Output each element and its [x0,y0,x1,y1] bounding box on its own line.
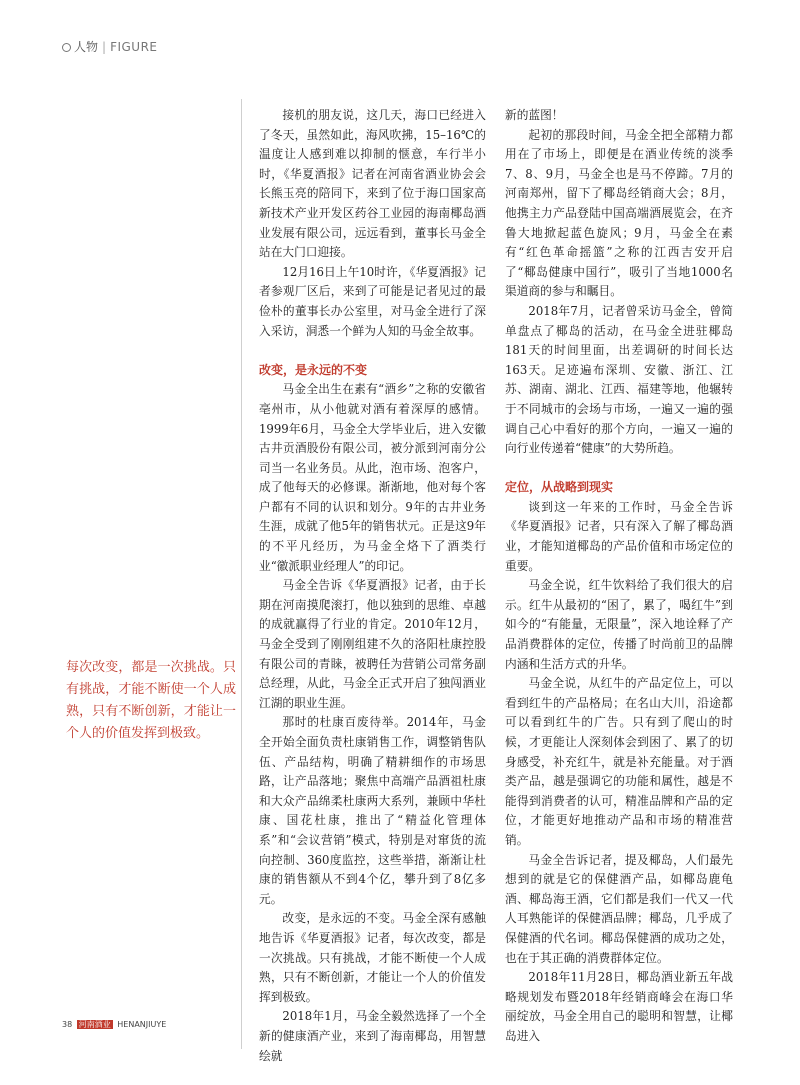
paragraph: 改变，是永远的不变。马金全深有感触地告诉《华夏酒报》记者，每次改变，都是一次挑战。只有挑战，才能不断使一个人成熟，只有不断创新，才能让一个人的价值发挥到极致。 [259,911,486,1004]
paragraph: 2018年7月，记者曾采访马金全，曾简单盘点了椰岛的活动，在马金全进驻椰岛181天的时间里面，出差调研的时间长达163天。足迹遍布深圳、安徽、浙江、江苏、湖南、湖北、江西、福建等地，他辗转于不同城市的会场与市场，一遍又一遍的强调自己心中看好的那个方向，一遍又一遍的向行业传递着“健康”的大势所趋。 [505,303,733,456]
section-heading: 定位，从战略到现实 [505,480,614,495]
magazine-badge: 河南酒业 [78,1020,111,1029]
article-column-1 [259,106,486,1066]
paragraph: 马金全出生在素有“酒乡”之称的安徽省亳州市，从小他就对酒有着深厚的感情。1999年6月，马金全大学毕业后，进入安徽古井贡酒股份有限公司，被分派到河南分公司当一名业务员。从此，泡市场、泡客户，成了他每天的必修课。渐渐地，他对每个客户都有不同的认识和划分。9年的古井业务生涯，成就了他5年的销售状元。正是这9年的不平凡经历，为马金全烙下了酒类行业“徽派职业经理人”的印记。 [259,382,486,573]
paragraph: 12月16日上午10时许，《华夏酒报》记者参观厂区后，来到了可能是记者见过的最俭朴的董事长办公室里，对马金全进行了深入采访，洞悉一个鲜为人知的马金全故事。 [259,264,486,338]
article-column-2 [505,106,733,1047]
paragraph: 谈到这一年来的工作时，马金全告诉《华夏酒报》记者，只有深入了解了椰岛酒业，才能知道椰岛的产品价值和市场定位的重要。 [505,499,733,573]
paragraph: 2018年11月28日，椰岛酒业新五年战略规划发布暨2018年经销商峰会在海口华丽绽放，马金全用自己的聪明和智慧，让椰岛进入 [505,970,733,1043]
page-footer [62,1019,166,1030]
paragraph: 2018年1月，马金全毅然选择了一个全新的健康酒产业，来到了海南椰岛，用智慧绘就 [259,1009,486,1063]
column-divider [241,99,242,1049]
paragraph: 那时的杜康百废待举。2014年，马金全开始全面负责杜康销售工作，调整销售队伍、产品结构，明确了精耕细作的市场思路，让产品落地；聚焦中高端产品酒祖杜康和大众产品绵柔杜康两大系列，兼顾中华杜康、国花杜康，推出了“精益化管理体系”和“会议营销”模式，特别是对窜货的流向控制、360度监控，这些举措，渐渐让杜康的销售额从不到4个亿，攀升到了8亿多元。 [259,715,486,906]
paragraph: 起初的那段时间，马金全把全部精力都用在了市场上，即便是在酒业传统的淡季7、8、9月，马金全也是马不停蹄。7月的河南郑州，留下了椰岛经销商大会；8月，他携主力产品登陆中国高端酒展览会，在齐鲁大地掀起蓝色旋风；9月，马金全在素有“红色革命摇篮”之称的江西吉安开启了“椰岛健康中国行”，吸引了当地1000名渠道商的参与和瞩目。 [505,127,733,299]
page-header [62,38,158,55]
magazine-brand: HENANJIUYE [117,1020,167,1029]
paragraph: 马金全说，红牛饮料给了我们很大的启示。红牛从最初的“困了，累了，喝红牛”到如今的“有能量，无限量”，深入地诠释了产品消费群体的定位，传播了时尚前卫的品牌内涵和生活方式的升华。 [505,578,733,671]
section-label: 人物 [74,40,99,54]
paragraph: 马金全告诉记者，提及椰岛，人们最先想到的就是它的保健酒产品，如椰岛鹿龟酒、椰岛海王酒，它们都是我们一代又一代人耳熟能详的保健酒品牌；椰岛，几乎成了保健酒的代名词。椰岛保健酒的成功之处，也在于其正确的消费群体定位。 [505,852,733,965]
circle-icon [62,43,71,52]
paragraph: 新的蓝图！ [505,108,564,122]
header-separator: | [102,40,107,54]
paragraph: 接机的朋友说，这几天，海口已经进入了冬天，虽然如此，海风吹拂，15–16℃的温度让人感到难以抑制的惬意，车行半小时，《华夏酒报》记者在河南省酒业协会会长熊玉亮的陪同下，来到了位于海口国家高新技术产业开发区药谷工业园的海南椰岛酒业发展有限公司，远远看到，董事长马金全站在大门口迎接。 [259,108,486,260]
paragraph: 马金全告诉《华夏酒报》记者，由于长期在河南摸爬滚打，他以独到的思维、卓越的成就赢得了行业的肯定。2010年12月，马金全受到了刚刚组建不久的洛阳杜康控股有限公司的青睐，被聘任为营销公司常务副总经理，从此，马金全正式开启了独闯酒业江湖的职业生涯。 [259,578,486,710]
paragraph: 马金全说，从红牛的产品定位上，可以看到红牛的产品格局；在名山大川，沿途都可以看到红牛的广告。只有到了爬山的时候，才更能让人深刻体会到困了、累了的切身感受，补充红牛，就是补充能量。对于酒类产品，越是强调它的功能和属性，越是不能得到消费者的认可，精准品牌和产品的定位，才能更好地推动产品和市场的精准营销。 [505,676,733,847]
section-english: FIGURE [110,40,158,54]
page-number: 38 [62,1020,73,1029]
section-heading: 改变，是永远的不变 [259,362,368,377]
pull-quote: 每次改变，都是一次挑战。只有挑战，才能不断使一个人成熟，只有不断创新，才能让一个人的价值发挥到极致。 [66,660,236,741]
